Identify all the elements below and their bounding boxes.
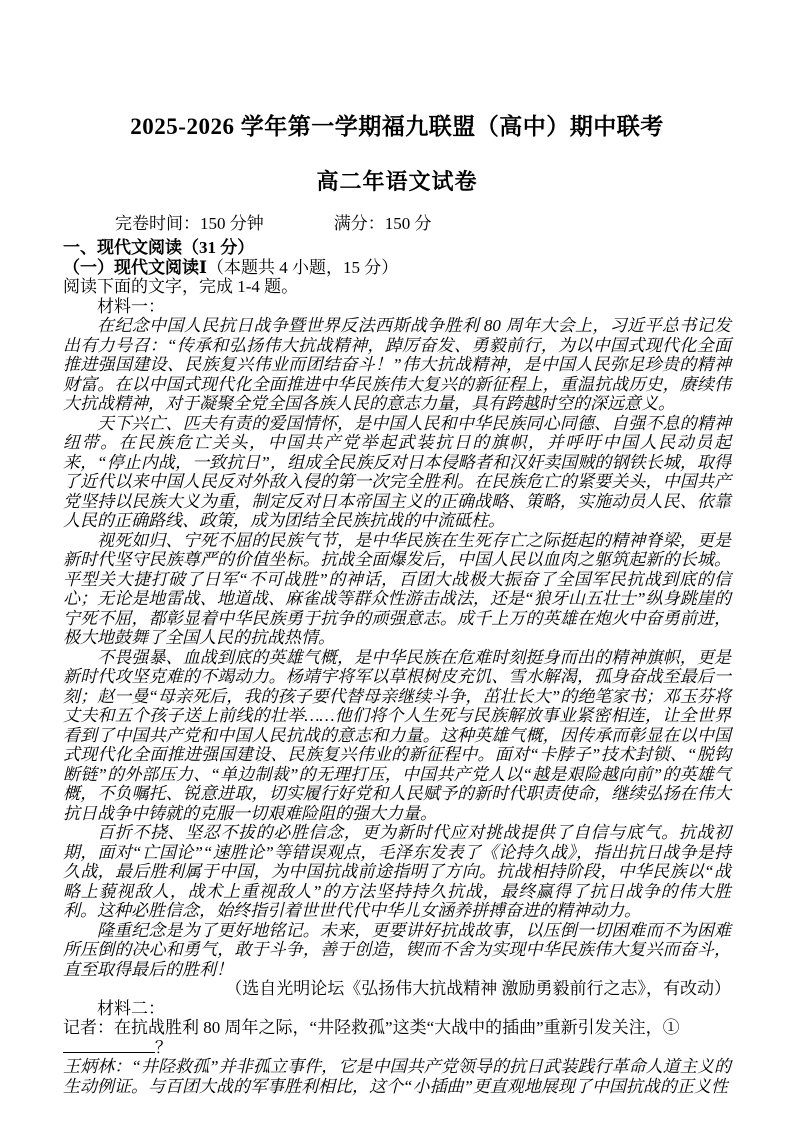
exam-title: 2025-2026 学年第一学期福九联盟（高中）期中联考 xyxy=(130,114,664,139)
exam-subtitle: 高二年语文试卷 xyxy=(316,169,478,194)
expert-answer: 王炳林：“井陉救孤”并非孤立事件，它是中国共产党领导的抗日武装践行革命人道主义的生动例证。与百团大战的军事胜利相比，这个“小插曲”更直观地展现了中国抗战的正义性 xyxy=(63,1057,731,1096)
source-attribution: （选自光明论坛《弘扬伟大抗战精神 激励勇毅前行之志》，有改动） xyxy=(225,979,731,998)
material-one-paragraph: 隆重纪念是为了更好地铭记。未来，更要讲好抗战故事，以压倒一切困难而不为困难所压倒的决心和勇气，敢于斗争，善于创造，锲而不舍为实现中华民族伟大复兴而奋斗，直至取得最后的胜利！ xyxy=(63,920,731,979)
section-heading: 一、现代文阅读（31 分） xyxy=(63,238,255,257)
material-one-paragraph: 不畏强暴、血战到底的英雄气概，是中华民族在危难时刻挺身而出的精神旗帜，更是新时代攻坚克难的不竭动力。杨靖宇将军以草根树皮充饥、雪水解渴，孤身奋战至最后一刻；赵一曼“母亲死后，我的孩子要代替母亲继续斗争，茁壮长大”的绝笔家书；邓玉芬将丈夫和五个孩子送上前线的壮举……他们将个人生死与民族解放事业紧密相连，让全世界看到了中国共产党和中国人民抗战的意志和力量。这种英雄气概，因传承而彰显在以中国式现代化全面推进强国建设、民族复兴伟业的新征程中。面对“卡脖子”技术封锁、“脱钩断链”的外部压力、“单边制裁”的无理打压，中国共产党人以“越是艰险越向前”的英雄气概，不负嘱托、锐意进取，切实履行好党和人民赋予的新时代职责使命，继续弘扬在伟大抗日战争中铸就的克服一切艰难险阻的强大力量。 xyxy=(63,647,731,823)
subsection-meta: （本题共 4 小题，15 分） xyxy=(206,257,399,277)
answer-blank xyxy=(63,1039,155,1053)
reporter-question xyxy=(63,1018,731,1057)
material-one-paragraph: 天下兴亡、匹夫有责的爱国情怀，是中国人民和中华民族同心同德、自强不息的精神纽带。在民族危亡关头，中国共产党举起武装抗日的旗帜，并呼吁中国人民动员起来，“停止内战，一致抗日”，组成全民族反对日本侵略者和汉奸卖国贼的钢铁长城，取得了近代以来中国人民反对外敌入侵的第一次完全胜利。在民族危亡的紧要关头，中国共产党坚持以民族大义为重，制定反对日本帝国主义的正确战略、策略，实施动员人民、依靠人民的正确路线、政策，成为团结全民族抗战的中流砥柱。 xyxy=(63,413,731,530)
subsection-title: （一）现代文阅读Ⅰ xyxy=(63,257,207,277)
subsection-heading xyxy=(63,258,731,278)
material-one-paragraph: 百折不挠、坚忍不拔的必胜信念，更为新时代应对挑战提供了自信与底气。抗战初期，面对“亡国论”“速胜论”等错误观点，毛泽东发表了《论持久战》，指出抗日战争是持久战，最后胜利属于中国，为中国抗战前途指明了方向。抗战相持阶段，中华民族以“战略上藐视敌人，战术上重视敌人”的方法坚持持久抗战，最终赢得了抗日战争的伟大胜利。这种必胜信念，始终指引着世世代代中华儿女涵养拼搏奋进的精神动力。 xyxy=(63,823,731,920)
exam-info-line xyxy=(63,213,731,234)
material-one-paragraph: 在纪念中国人民抗日战争暨世界反法西斯战争胜利 80 周年大会上，习近平总书记发出有力号召：“传承和弘扬伟大抗战精神，踔厉奋发、勇毅前行，为以中国式现代化全面推进强国建设、民族复兴伟业而团结奋斗！”伟大抗战精神，是中国人民弥足珍贵的精神财富。在以中国式现代化全面推进中华民族伟大复兴的新征程上，重温抗战历史，赓续伟大抗战精神，对于凝聚全党全国各族人民的意志力量，具有跨越时空的深远意义。 xyxy=(63,316,731,413)
material-one-paragraph: 视死如归、宁死不屈的民族气节，是中华民族在生死存亡之际挺起的精神脊梁，更是新时代坚守民族尊严的价值坐标。抗战全面爆发后，中国人民以血肉之躯筑起新的长城。平型关大捷打破了日军“不可战胜”的神话，百团大战极大振奋了全国军民抗战到底的信心；无论是地雷战、地道战、麻雀战等群众性游击战法，还是“狼牙山五壮士”纵身跳崖的宁死不屈，都彰显着中华民族勇于抗争的顽强意志。成千上万的英雄在炮火中奋勇前进，极大地鼓舞了全国人民的抗战热情。 xyxy=(63,530,731,647)
question-mark: ？ xyxy=(155,1037,172,1057)
reading-instruction: 阅读下面的文字，完成 1-4 题。 xyxy=(63,277,299,296)
full-score: 满分：150 分 xyxy=(333,214,432,233)
reporter-question-text: 记者：在抗战胜利 80 周年之际，“井陉救孤”这类“大战中的插曲”重新引发关注，① xyxy=(63,1018,680,1037)
material-one-label: 材料一： xyxy=(97,296,165,316)
material-two-label: 材料二： xyxy=(97,998,165,1018)
time-limit: 完卷时间：150 分钟 xyxy=(115,214,264,233)
